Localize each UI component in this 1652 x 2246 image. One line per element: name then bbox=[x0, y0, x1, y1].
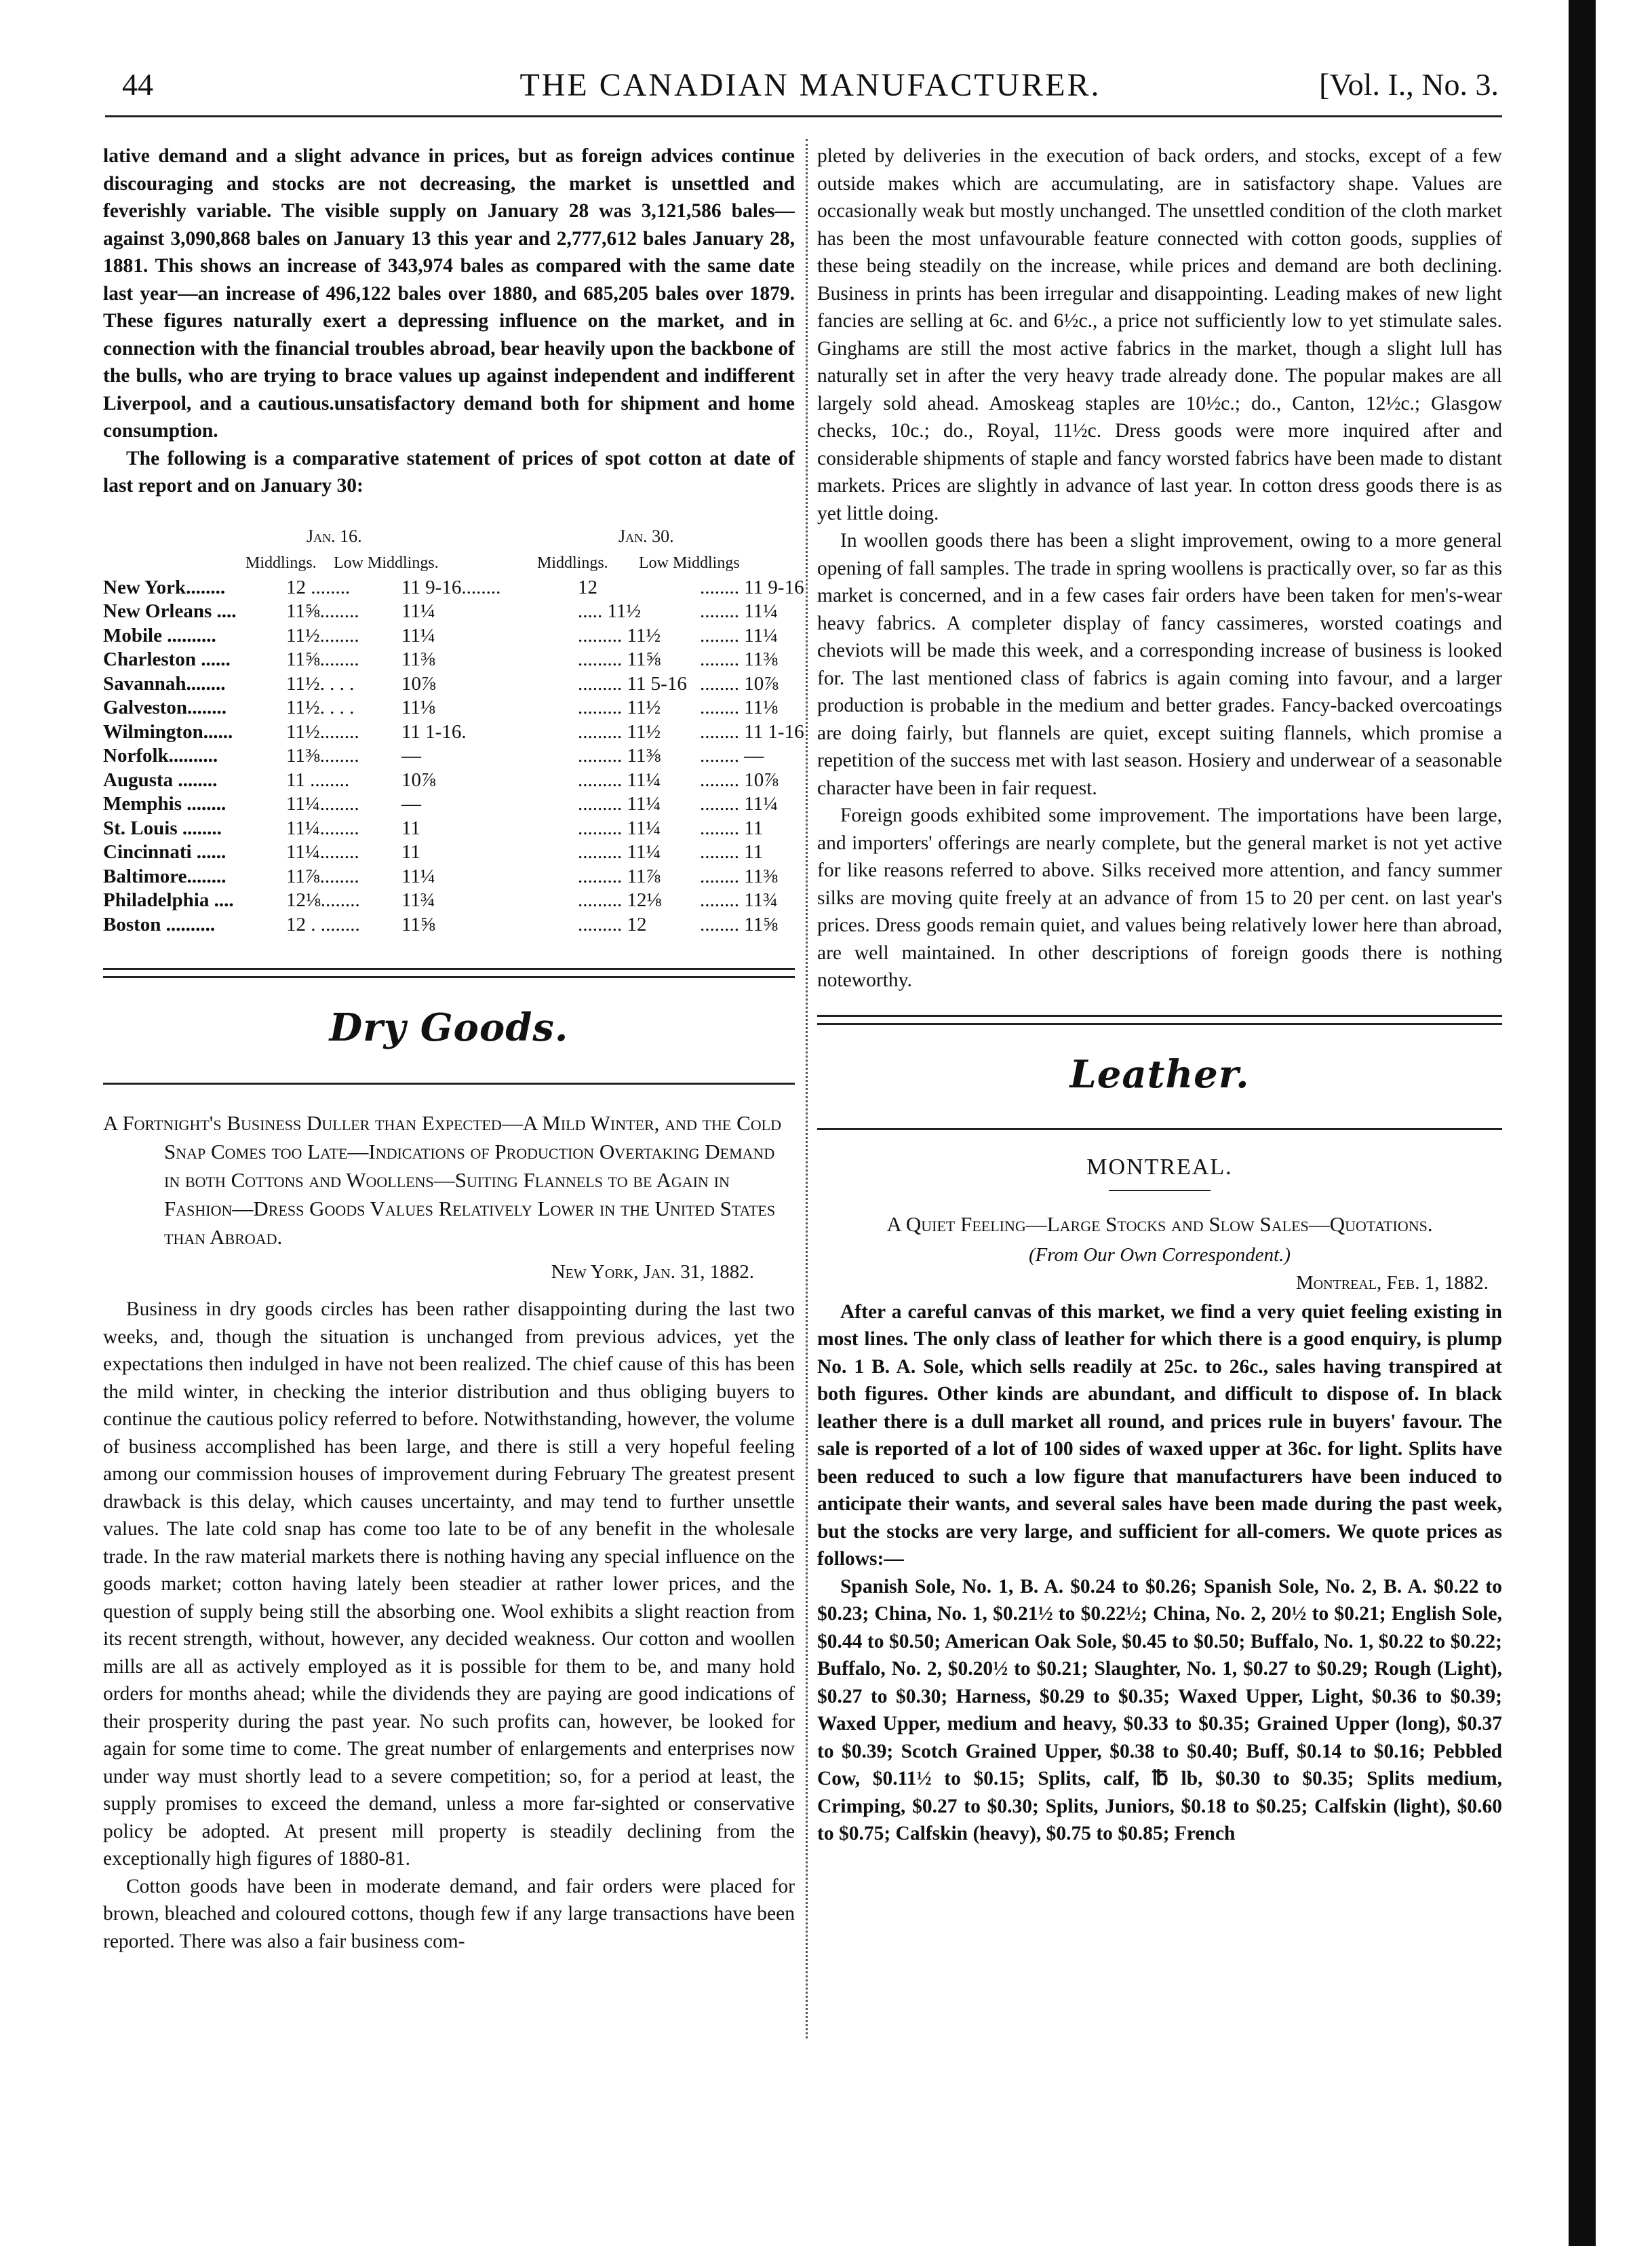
price-jan30-middlings: ......... 11½ bbox=[578, 624, 661, 646]
section-rule bbox=[817, 1015, 1502, 1025]
price-jan16-low-middlings: 11¼ bbox=[401, 624, 435, 646]
dry-goods-para-5: Foreign goods exhibited some improvement. The importations have been large, and importers' offerings are nearly complete, but the general market is not yet active for like reasons referred to above. Silks received more attention, and fancy summer silks are moving quite freely at an advance of from 15 to 20 per cent. on last year's prices. Dress goods remain quiet, and values being relatively lower here than abroad, are well maintained. In other descriptions of foreign goods there is nothing noteworthy. bbox=[817, 805, 1502, 991]
leather-city-heading: MONTREAL. bbox=[1086, 1154, 1233, 1180]
dry-goods-para-4: In woollen goods there has been a slight improvement, owing to a more general opening of fall samples. The trade in spring woollens is practically over, so far as this market is concerned, and in a few cases fair orders have been taken for men's-wear heavy fabrics. A completer display of fancy cassimeres, worsted coatings and cheviots will be made this week, and a corresponding increase of business is looked for. The last mentioned class of fabrics is again coming into favour, and a larger production is probable in the medium and better grades. Fancy-backed overcoatings are doing fairly, but flannels are quiet, except suiting flannels, which promise a repetition of the success met with last season. Hosiery and underwear of a seasonable character have been in fair request. bbox=[817, 530, 1502, 799]
price-jan16-low-middlings: 11⅛ bbox=[401, 697, 435, 718]
price-jan30-low-middlings: ........ 11 1-16 bbox=[700, 720, 804, 743]
price-jan16-middlings: 11 ........ bbox=[286, 769, 350, 791]
col-middlings-1: Middlings. bbox=[245, 554, 317, 572]
left-column bbox=[103, 142, 804, 1955]
dry-goods-subheading: A Fortnight's Business Duller than Expected—A Mild Winter, and the Cold Snap Comes too Late—Indications of Production Overtaking Demand in both Cottons and Woollens—Suiting Flannels to be Again in Fashion—Dress Goods Values Relatively Lower in the United States than Abroad. bbox=[103, 1111, 781, 1249]
column-divider bbox=[806, 139, 808, 2038]
dry-goods-heading: Dry Goods. bbox=[329, 1005, 569, 1050]
price-city: Philadelphia .... bbox=[103, 889, 234, 911]
price-row bbox=[103, 600, 795, 624]
price-date-2: Jan. 30. bbox=[618, 526, 674, 546]
price-jan30-low-middlings: ........ 11⅛ bbox=[700, 697, 778, 718]
price-jan30-middlings: ......... 11½ bbox=[578, 697, 661, 718]
price-jan30-middlings: ......... 11 5-16 bbox=[578, 672, 687, 695]
price-row bbox=[103, 696, 795, 720]
header-rule bbox=[105, 115, 1502, 117]
price-city: St. Louis ........ bbox=[103, 817, 222, 839]
price-city: Cincinnati ...... bbox=[103, 841, 227, 863]
price-row bbox=[103, 817, 795, 841]
page-number: 44 bbox=[122, 67, 153, 102]
price-jan16-low-middlings: 11 1-16. bbox=[401, 720, 467, 743]
price-jan30-low-middlings: ........ 11¼ bbox=[700, 793, 778, 815]
leather-dateline: Montreal, Feb. 1, 1882. bbox=[1295, 1271, 1489, 1294]
price-city: Augusta ........ bbox=[103, 769, 218, 791]
price-jan16-low-middlings: — bbox=[401, 793, 421, 815]
dry-goods-para-2: Cotton goods have been in moderate demand, and fair orders were placed for brown, bleached and coloured cottons, though few if any large transactions have been reported. There was also a fair business com- bbox=[103, 1875, 795, 1952]
price-jan16-middlings: 11½. . . . bbox=[286, 672, 355, 695]
price-city: Wilmington...... bbox=[103, 720, 233, 743]
col-low-middlings-1: Low Middlings. bbox=[334, 554, 439, 572]
price-jan30-low-middlings: ........ 11⅝ bbox=[700, 913, 778, 935]
price-row bbox=[103, 744, 795, 769]
leather-para-1: After a careful canvas of this market, we find a very quiet feeling existing in most lines. The only class of leather for which there is a good enquiry, is plump No. 1 B. A. Sole, which sells readily at 25c. to 26c., sales having transpired at both figures. Other kinds are abundant, and difficult to dispose of. In black leather there is a dull market all round, and prices rule in buyers' favour. The sale is reported of a lot of 100 sides of waxed upper at 36c. for light. Splits have been reduced to such a low figure that manufacturers have been induced to anticipate their wants, and several sales have been made during the past week, but the stocks are very large, and sufficient for all-comers. We quote prices as follows:— bbox=[817, 1300, 1502, 1570]
col-middlings-2: Middlings. bbox=[537, 554, 608, 572]
price-jan30-low-middlings: ........ 11 bbox=[700, 841, 764, 863]
price-jan30-middlings: ......... 11¼ bbox=[578, 793, 661, 815]
price-jan30-middlings: ..... 11½ bbox=[578, 600, 642, 622]
price-table-columns bbox=[103, 551, 795, 576]
issue-label: [Vol. I., No. 3. bbox=[1319, 67, 1499, 102]
price-row bbox=[103, 840, 795, 865]
price-jan30-low-middlings: ........ 11 bbox=[700, 817, 764, 839]
publication-title: THE CANADIAN MANUFACTURER. bbox=[519, 67, 1101, 103]
leather-subheading: A Quiet Feeling—Large Stocks and Slow Sales—Quotations. bbox=[886, 1212, 1433, 1236]
price-jan30-low-middlings: ........ — bbox=[700, 745, 764, 767]
price-jan16-low-middlings: 11 9-16........ bbox=[401, 576, 501, 598]
price-row bbox=[103, 769, 795, 793]
price-city: New Orleans .... bbox=[103, 600, 237, 622]
col-low-middlings-2: Low Middlings bbox=[639, 554, 740, 572]
leather-heading: Leather. bbox=[1069, 1051, 1250, 1097]
price-city: Galveston........ bbox=[103, 697, 227, 718]
price-jan30-low-middlings: ........ 11 9-16 bbox=[700, 576, 804, 598]
cotton-price-table bbox=[103, 524, 804, 937]
price-jan30-middlings: ......... 11⅜ bbox=[578, 745, 661, 767]
scan-edge bbox=[1569, 0, 1596, 2246]
price-jan16-low-middlings: 11 bbox=[401, 817, 420, 839]
cotton-intro: lative demand and a slight advance in prices, but as foreign advices continue discouraging and stocks are not decreasing, the market is unsettled and feverishly variable. The visible supply on January 28 was 3,121,586 bales—against 3,090,868 bales on January 13 this year and 2,777,612 bales January 28, 1881. This shows an increase of 343,974 bales as compared with the same date last year—an increase of 496,122 bales over 1880, and 685,205 bales over 1879. These figures naturally exert a depressing influence on the market, and in connection with the financial troubles abroad, bear heavily upon the backbone of the bulls, who are trying to brace values up against independent and indifferent Liverpool, and a cautious.unsatisfactory demand both for shipment and home consumption. bbox=[103, 145, 795, 442]
price-city: Baltimore........ bbox=[103, 865, 227, 887]
price-jan16-low-middlings: 11¾ bbox=[401, 889, 435, 911]
price-jan16-low-middlings: 10⅞ bbox=[401, 672, 436, 695]
price-jan30-middlings: ......... 11¼ bbox=[578, 769, 661, 791]
dry-goods-para-1: Business in dry goods circles has been rather disappointing during the last two weeks, and, though the situation is unchanged from previous advices, yet the expectations then indulged in have not been realized. The chief cause of this has been the mild winter, in checking the interior distribution and thus obliging buyers to continue the cautious policy referred to before. Notwithstanding, however, the volume of business accomplished has been large, and there is still a very hopeful feeling among our commission houses of improvement during February The greatest present drawback is this delay, which causes uncertainty, and may tend to further unsettle values. The late cold snap has come too late to be of any benefit in the wholesale trade. In the raw material markets there is nothing having any special influence on the goods market; cotton having lately been steadier at rather lower prices, and the question of supply being still the absorbing one. Wool exhibits a slight reaction from its recent strength, without, however, any decided weakness. Our cotton and woollen mills are all as actively employed as it is possible for them to be, and many hold orders for months ahead; while the dividends they are paying are good indications of their prosperity during the past year. No such profits can, however, be looked for again for some time to come. The great number of enlargements and enterprises now under way must shortly lead to a severe competition; so, for a period at least, the supply promises to exceed the demand, unless a more far-sighted or conservative policy be adopted. At present mill property is steadily declining from the exceptionally high figures of 1880-81. bbox=[103, 1298, 795, 1870]
leather-credit: (From Our Own Correspondent.) bbox=[1028, 1243, 1291, 1266]
price-jan30-low-middlings: ........ 10⅞ bbox=[700, 672, 779, 695]
price-row bbox=[103, 792, 795, 817]
price-row bbox=[103, 576, 804, 600]
price-city: Charleston ...... bbox=[103, 648, 231, 670]
price-city: New York........ bbox=[103, 576, 226, 598]
price-jan16-middlings: 11¼........ bbox=[286, 793, 359, 815]
section-rule bbox=[103, 968, 795, 978]
dry-goods-para-3: pleted by deliveries in the execution of back orders, and stocks, except of a few outside makes which are accumulating, are in satisfactory shape. Values are occasionally weak but mostly unchanged. The unsettled condition of the cloth market has been the most unfavourable feature connected with cotton goods, supplies of these being steadily on the increase, while prices and demand are both declining. Business in prints has been irregular and disappointing. Leading makes of new light fancies are selling at 6c. and 6½c., a price not sufficiently low to yet stimulate sales. Ginghams are still the most active fabrics in the market, though a slight lull has naturally set in after the very heavy trade already done. The popular makes are all largely sold ahead. Amoskeag staples are 10½c.; do., Canton, 12½c.; Glasgow checks, 10c.; do., Royal, 11½c. Dress goods were more inquired after and considerable shipments of staple and fancy worsted fabrics have been made to distant markets. Prices are slightly in advance of last year. In cotton dress goods there is as yet little doing. bbox=[817, 145, 1502, 524]
price-jan16-low-middlings: — bbox=[401, 745, 421, 767]
price-jan30-middlings: 12 bbox=[578, 576, 597, 598]
price-table-dates bbox=[103, 524, 795, 551]
cotton-statement: The following is a comparative statement of prices of spot cotton at date of last report and on January 30: bbox=[103, 447, 795, 497]
price-jan16-middlings: 12 ........ bbox=[286, 576, 351, 598]
price-jan16-low-middlings: 11 bbox=[401, 841, 420, 863]
price-jan16-middlings: 11⅝........ bbox=[286, 648, 359, 670]
price-jan16-middlings: 11½. . . . bbox=[286, 697, 355, 718]
price-jan16-middlings: 11¼........ bbox=[286, 817, 359, 839]
price-jan16-low-middlings: 11⅜ bbox=[401, 648, 435, 670]
price-jan16-middlings: 12 . ........ bbox=[286, 913, 360, 935]
price-jan30-middlings: ......... 11½ bbox=[578, 720, 661, 743]
price-row bbox=[103, 624, 795, 648]
price-city: Savannah........ bbox=[103, 672, 226, 695]
price-jan30-low-middlings: ........ 11¼ bbox=[700, 624, 778, 646]
leather-prices: Spanish Sole, No. 1, B. A. $0.24 to $0.26; Spanish Sole, No. 2, B. A. $0.22 to $0.23; China, No. 1, $0.21½ to $0.22½; China, No. 2, 20½ to $0.21; English Sole, $0.44 to $0.50; American Oak Sole, $0.45 to $0.50; Buffalo, No. 1, $0.22 to $0.22; Buffalo, No. 2, $0.20½ to $0.21; Slaughter, No. 1, $0.27 to $0.29; Rough (Light), $0.27 to $0.30; Harness, $0.29 to $0.35; Waxed Upper, Light, $0.36 to $0.39; Waxed Upper, medium and heavy, $0.33 to $0.35; Grained Upper (long), $0.37 to $0.39; Scotch Grained Upper, $0.38 to $0.40; Buff, $0.14 to $0.16; Pebbled Cow, $0.11½ to $0.15; Splits, calf, ℔ lb, $0.30 to $0.35; Splits medium, Crimping, $0.27 to $0.30; Splits, Juniors, $0.18 to $0.25; Calfskin (light), $0.60 to $0.75; Calfskin (heavy), $0.75 to $0.85; French bbox=[817, 1575, 1502, 1844]
price-jan30-middlings: ......... 11⅝ bbox=[578, 648, 661, 670]
price-date-1: Jan. 16. bbox=[307, 526, 362, 546]
price-jan30-middlings: ......... 12⅛ bbox=[578, 889, 662, 911]
price-jan16-middlings: 11⅝........ bbox=[286, 600, 359, 622]
price-jan16-middlings: 12⅛........ bbox=[286, 889, 360, 911]
right-column bbox=[817, 142, 1502, 1848]
price-jan30-low-middlings: ........ 11¼ bbox=[700, 600, 778, 622]
price-jan16-middlings: 11¼........ bbox=[286, 841, 359, 863]
price-jan30-middlings: ......... 12 bbox=[578, 913, 647, 935]
price-jan16-middlings: 11⅞........ bbox=[286, 865, 359, 887]
price-jan16-middlings: 11½........ bbox=[286, 624, 359, 646]
price-jan30-middlings: ......... 11¼ bbox=[578, 841, 661, 863]
price-city: Norfolk.......... bbox=[103, 745, 218, 767]
price-jan16-low-middlings: 11⅝ bbox=[401, 913, 435, 935]
dry-goods-dateline: New York, Jan. 31, 1882. bbox=[551, 1261, 754, 1283]
price-jan16-low-middlings: 11¼ bbox=[401, 600, 435, 622]
page-header bbox=[122, 66, 1499, 115]
price-city: Boston .......... bbox=[103, 913, 216, 935]
price-row bbox=[103, 720, 804, 745]
price-row bbox=[103, 889, 795, 913]
price-city: Mobile .......... bbox=[103, 624, 216, 646]
price-row bbox=[103, 672, 795, 697]
price-jan16-low-middlings: 11¼ bbox=[401, 865, 435, 887]
price-jan30-low-middlings: ........ 11¾ bbox=[700, 889, 778, 911]
price-row bbox=[103, 913, 795, 937]
price-jan30-middlings: ......... 11¼ bbox=[578, 817, 661, 839]
price-city: Memphis ........ bbox=[103, 793, 227, 815]
price-jan30-middlings: ......... 11⅞ bbox=[578, 865, 661, 887]
price-jan30-low-middlings: ........ 11⅜ bbox=[700, 648, 778, 670]
price-jan30-low-middlings: ........ 10⅞ bbox=[700, 769, 779, 791]
price-jan16-low-middlings: 10⅞ bbox=[401, 769, 436, 791]
price-table-body bbox=[103, 576, 804, 937]
price-jan16-middlings: 11⅜........ bbox=[286, 745, 359, 767]
price-row bbox=[103, 648, 795, 672]
price-row bbox=[103, 865, 795, 889]
price-jan30-low-middlings: ........ 11⅜ bbox=[700, 865, 778, 887]
price-jan16-middlings: 11½........ bbox=[286, 720, 359, 743]
